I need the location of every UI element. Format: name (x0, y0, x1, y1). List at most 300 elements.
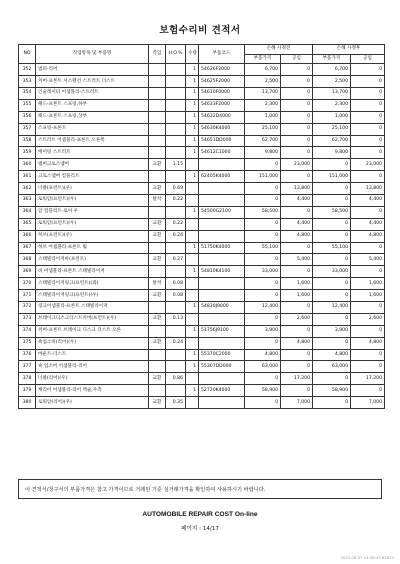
row-no: 362 (19, 183, 36, 195)
table-row (19, 64, 385, 76)
row-after-price: 0 (313, 290, 351, 302)
row-work (149, 385, 166, 397)
row-ho (166, 123, 186, 135)
row-before-labor: 0 (281, 135, 313, 147)
row-after-price: 12,400 (313, 302, 351, 314)
row-after-price: 0 (313, 373, 351, 385)
row-item: 바 어셈블리-프론트 스태빌라이저 (36, 266, 149, 278)
table-row (19, 242, 385, 254)
row-after-price: 33,000 (313, 266, 351, 278)
row-after-price: 58,500 (313, 206, 351, 218)
table-row (19, 397, 385, 409)
row-item: 암 컴플리트-로어 우 (36, 206, 149, 218)
row-ho (166, 99, 186, 111)
row-before-price: 0 (245, 218, 281, 230)
row-qty (186, 183, 199, 195)
row-ho: 0.35 (166, 397, 186, 409)
table-row (19, 206, 385, 218)
row-no: 377 (19, 361, 36, 373)
row-no: 368 (19, 254, 36, 266)
row-before-labor: 0 (281, 361, 313, 373)
row-after-price: 0 (313, 194, 351, 206)
row-work (149, 325, 166, 337)
table-row (19, 385, 385, 397)
table-row (19, 159, 385, 171)
row-partno (199, 230, 245, 242)
row-qty: 1 (186, 171, 199, 183)
row-before-labor: 0 (281, 349, 313, 361)
row-work: 교환 (149, 230, 166, 242)
col-item-header: 작업항목 및 부품명 (36, 45, 149, 64)
row-no: 380 (19, 397, 36, 409)
table-row (19, 147, 385, 159)
row-no: 378 (19, 373, 36, 385)
row-after-labor: 5,400 (351, 254, 385, 266)
row-item: 허브(프런트)(우) (36, 230, 149, 242)
row-ho (166, 206, 186, 218)
row-after-price: 151,000 (313, 171, 351, 183)
row-after-labor: 23,000 (351, 159, 385, 171)
after-price-header: 부품가격 (313, 54, 351, 64)
row-partno: 54632D4000 (199, 111, 245, 123)
header-row-1 (19, 45, 385, 55)
row-no: 357 (19, 123, 36, 135)
row-partno: 54651DD000 (199, 135, 245, 147)
row-after-price: 0 (313, 397, 351, 409)
row-after-price: 0 (313, 183, 351, 195)
row-no: 369 (19, 266, 36, 278)
row-work: 교환 (149, 397, 166, 409)
row-ho: 1.15 (166, 159, 186, 171)
row-after-price: 0 (313, 218, 351, 230)
table-row (19, 302, 385, 314)
row-work (149, 147, 166, 159)
after-labor-header: 공임 (351, 54, 385, 64)
table-row (19, 171, 385, 183)
row-before-price: 0 (245, 254, 281, 266)
row-no: 371 (19, 290, 36, 302)
row-work: 교환 (149, 290, 166, 302)
row-before-price: 0 (245, 183, 281, 195)
row-after-labor: 7,000 (351, 397, 385, 409)
row-partno: 54810K4100 (199, 266, 245, 278)
row-work: 교환 (149, 159, 166, 171)
row-ho (166, 171, 186, 183)
row-work (149, 76, 166, 88)
row-qty (186, 397, 199, 409)
row-qty: 1 (186, 325, 199, 337)
row-after-price: 0 (313, 337, 351, 349)
row-work (149, 361, 166, 373)
row-work: 교환 (149, 183, 166, 195)
row-partno: 54610F0000 (199, 87, 245, 99)
row-partno (199, 397, 245, 409)
row-partno (199, 290, 245, 302)
row-ho (166, 135, 186, 147)
row-partno: 51750K4000 (199, 242, 245, 254)
page-number: 페이지 : 14/17 (181, 526, 219, 532)
print-stamp: 2025-08-07 14:28:43 82874 (340, 555, 394, 560)
row-no: 353 (19, 76, 36, 88)
row-after-labor: 0 (351, 99, 385, 111)
row-after-price: 3,900 (313, 325, 351, 337)
row-work (149, 266, 166, 278)
row-item: 패드-프론트 스프링,하부 (36, 99, 149, 111)
row-partno: 55307DD000 (199, 361, 245, 373)
row-before-price: 1,000 (245, 111, 281, 123)
row-no: 354 (19, 87, 36, 99)
row-after-price: 0 (313, 278, 351, 290)
row-after-labor: 4,400 (351, 194, 385, 206)
row-item: 스태빌라이저링크(프런트)(우) (36, 290, 149, 302)
row-before-price: 2,300 (245, 99, 281, 111)
table-row (19, 325, 385, 337)
row-ho: 0.24 (166, 230, 186, 242)
row-after-price: 62,700 (313, 135, 351, 147)
before-assessment-header: 손해 사정전 (245, 45, 313, 55)
row-item: 캐리어 어셈블리-리어 액슬,우측 (36, 385, 149, 397)
row-after-labor: 0 (351, 325, 385, 337)
row-before-price: 0 (245, 230, 281, 242)
row-before-price: 0 (245, 397, 281, 409)
row-item: 쇽 업소버 어셈블리-리어 (36, 361, 149, 373)
row-no: 379 (19, 385, 36, 397)
row-ho (166, 325, 186, 337)
row-before-labor: 13,800 (281, 183, 313, 195)
row-ho (166, 302, 186, 314)
row-ho (166, 76, 186, 88)
row-after-labor: 0 (351, 302, 385, 314)
row-qty: 1 (186, 99, 199, 111)
row-before-labor: 2,600 (281, 313, 313, 325)
row-after-price: 2,300 (313, 99, 351, 111)
row-partno (199, 194, 245, 206)
row-work: 교환 (149, 218, 166, 230)
table-row (19, 135, 385, 147)
row-qty: 1 (186, 302, 199, 314)
row-work: 교환 (149, 254, 166, 266)
row-partno: 54633F2000 (199, 99, 245, 111)
row-work (149, 206, 166, 218)
row-work (149, 64, 166, 76)
row-work: 탈착 (149, 194, 166, 206)
row-before-price: 0 (245, 373, 281, 385)
row-qty: 1 (186, 135, 199, 147)
row-work: 탈착 (149, 278, 166, 290)
row-after-labor: 0 (351, 76, 385, 88)
row-after-price: 2,500 (313, 76, 351, 88)
row-after-labor: 0 (351, 135, 385, 147)
row-before-labor: 23,000 (281, 159, 313, 171)
row-item: 스트러트 어셈블리-프론트 오른쪽 (36, 135, 149, 147)
row-before-price: 2,500 (245, 76, 281, 88)
row-no: 374 (19, 325, 36, 337)
row-qty (186, 218, 199, 230)
row-before-price: 0 (245, 194, 281, 206)
row-item: 너클(리어)(우) (36, 373, 149, 385)
row-after-price: 58,900 (313, 385, 351, 397)
row-item: 브레이크디스크더스트커버(프런트)(우) (36, 313, 149, 325)
row-after-labor: 0 (351, 206, 385, 218)
row-partno: 52720K4000 (199, 385, 245, 397)
row-no: 356 (19, 111, 36, 123)
table-row (19, 361, 385, 373)
row-partno (199, 218, 245, 230)
row-qty: 1 (186, 111, 199, 123)
row-ho: 0.08 (166, 290, 186, 302)
row-before-labor: 4,400 (281, 194, 313, 206)
before-labor-header: 공임 (281, 54, 313, 64)
row-qty: 1 (186, 64, 199, 76)
row-after-price: 0 (313, 313, 351, 325)
row-qty: 1 (186, 266, 199, 278)
row-qty (186, 278, 199, 290)
row-ho: 0.27 (166, 254, 186, 266)
col-work-header: 작업 (149, 45, 166, 64)
col-no-header: NO (19, 45, 36, 64)
row-no: 373 (19, 313, 36, 325)
row-partno (199, 159, 245, 171)
row-item: 커버-프론트 브레이크 디스크 더스트 오른 (36, 325, 149, 337)
row-partno (199, 278, 245, 290)
table-row (19, 218, 385, 230)
table-row (19, 194, 385, 206)
row-item: 인슐레이터 어셈블리-스트러트 (36, 87, 149, 99)
row-ho: 0.69 (166, 183, 186, 195)
row-after-price: 0 (313, 230, 351, 242)
row-after-labor: 1,600 (351, 290, 385, 302)
row-before-labor: 0 (281, 242, 313, 254)
row-before-price: 62,700 (245, 135, 281, 147)
row-before-price: 63,000 (245, 361, 281, 373)
row-after-price: 6,700 (313, 64, 351, 76)
table-row (19, 373, 385, 385)
row-before-price: 0 (245, 313, 281, 325)
row-item: 스태빌라이저링크(프런트)(좌) (36, 278, 149, 290)
row-after-price: 25,100 (313, 123, 351, 135)
row-before-price: 58,900 (245, 385, 281, 397)
row-item: 로워암(프런트)(우) (36, 194, 149, 206)
row-before-price: 6,700 (245, 64, 281, 76)
table-row (19, 349, 385, 361)
table-row (19, 313, 385, 325)
row-before-price: 4,800 (245, 349, 281, 361)
footer-title: AUTOMOBILE REPAIR COST On-line (142, 511, 258, 518)
row-partno (199, 313, 245, 325)
col-partno-header: 부품코드 (199, 45, 245, 64)
table-row (19, 337, 385, 349)
row-no: 361 (19, 171, 36, 183)
row-before-labor: 0 (281, 99, 313, 111)
row-no: 364 (19, 206, 36, 218)
row-before-labor: 4,400 (281, 218, 313, 230)
row-ho: 0.86 (166, 373, 186, 385)
row-after-labor: 0 (351, 64, 385, 76)
row-before-labor: 0 (281, 147, 313, 159)
row-qty (186, 254, 199, 266)
row-before-labor: 0 (281, 87, 313, 99)
row-before-price: 9,800 (245, 147, 281, 159)
row-ho: 0.22 (166, 218, 186, 230)
row-partno: 54612C1000 (199, 147, 245, 159)
row-qty: 1 (186, 206, 199, 218)
row-item: 링크어셈블리-프론트 스태빌라이저 (36, 302, 149, 314)
row-ho (166, 87, 186, 99)
col-qty-header: 수량 (186, 45, 199, 64)
after-assessment-header: 손해 사정후 (313, 45, 385, 55)
row-work (149, 171, 166, 183)
row-before-price: 0 (245, 290, 281, 302)
row-before-labor: 0 (281, 111, 313, 123)
row-no: 366 (19, 230, 36, 242)
row-before-labor: 0 (281, 325, 313, 337)
row-qty (186, 194, 199, 206)
row-partno (199, 254, 245, 266)
row-after-labor: 0 (351, 385, 385, 397)
row-after-labor: 0 (351, 171, 385, 183)
row-no: 365 (19, 218, 36, 230)
row-after-price: 13,700 (313, 87, 351, 99)
before-price-header: 부품가격 (245, 54, 281, 64)
row-item: 크로스멤버 컴플리트 (36, 171, 149, 183)
table-row (19, 123, 385, 135)
row-item: 허브 어셈블리-프론트 휠 (36, 242, 149, 254)
row-item: 로워암(리어)(우) (36, 397, 149, 409)
row-item: 스프링-프론트 (36, 123, 149, 135)
table-row (19, 183, 385, 195)
row-no: 360 (19, 159, 36, 171)
row-before-price: 58,500 (245, 206, 281, 218)
row-before-price: 151,000 (245, 171, 281, 183)
row-qty: 1 (186, 123, 199, 135)
row-no: 376 (19, 349, 36, 361)
row-no: 367 (19, 242, 36, 254)
row-ho (166, 266, 186, 278)
row-work: 교환 (149, 373, 166, 385)
row-before-price: 3,900 (245, 325, 281, 337)
row-qty (186, 373, 199, 385)
table-row (19, 87, 385, 99)
row-work (149, 123, 166, 135)
row-after-price: 55,100 (313, 242, 351, 254)
table-row (19, 290, 385, 302)
row-after-price: 63,000 (313, 361, 351, 373)
row-before-price: 55,100 (245, 242, 281, 254)
row-before-labor: 17,200 (281, 373, 313, 385)
row-qty (186, 290, 199, 302)
row-before-price: 25,100 (245, 123, 281, 135)
row-partno (199, 337, 245, 349)
row-after-labor: 4,800 (351, 230, 385, 242)
row-partno: 54626F2000 (199, 64, 245, 76)
row-after-labor: 0 (351, 242, 385, 254)
table-row (19, 278, 385, 290)
row-after-labor: 1,600 (351, 278, 385, 290)
row-after-labor: 0 (351, 361, 385, 373)
table-row (19, 99, 385, 111)
row-work (149, 99, 166, 111)
row-ho (166, 64, 186, 76)
row-after-labor: 2,600 (351, 313, 385, 325)
row-ho: 0.08 (166, 278, 186, 290)
col-ho-header: H.O.% (166, 45, 186, 64)
row-work (149, 87, 166, 99)
row-partno: 51756J9100 (199, 325, 245, 337)
row-work: 교환 (149, 337, 166, 349)
row-no: 375 (19, 337, 36, 349)
row-qty: 1 (186, 385, 199, 397)
row-ho (166, 242, 186, 254)
row-work (149, 349, 166, 361)
row-qty: 1 (186, 147, 199, 159)
table-row (19, 266, 385, 278)
row-partno: 54500G2100 (199, 206, 245, 218)
row-ho (166, 111, 186, 123)
table-row (19, 254, 385, 266)
row-after-labor: 0 (351, 147, 385, 159)
row-partno: 55370C2000 (199, 349, 245, 361)
row-before-labor: 0 (281, 302, 313, 314)
row-ho: 0.22 (166, 194, 186, 206)
disclaimer-note: 이 견적서/청구서의 부품가격은 참고 가격이므로 거래된 기준 실거래가격을 확인하여 사용하시기 바랍니다. (18, 479, 382, 499)
row-after-labor: 0 (351, 266, 385, 278)
row-work (149, 135, 166, 147)
row-after-price: 0 (313, 254, 351, 266)
row-after-labor: 13,800 (351, 183, 385, 195)
row-partno: 54630K4000 (199, 123, 245, 135)
row-before-price: 12,400 (245, 302, 281, 314)
row-item: 패드-프론트 스프링,상부 (36, 111, 149, 123)
row-no: 358 (19, 135, 36, 147)
row-after-labor: 4,800 (351, 337, 385, 349)
estimate-table (18, 44, 385, 409)
row-partno: 54625F2000 (199, 76, 245, 88)
row-ho: 0.13 (166, 313, 186, 325)
row-item: 범퍼-리어 (36, 64, 149, 76)
row-item: 커버-프론트 서스펜션 스트러트 더스트 (36, 76, 149, 88)
row-before-labor: 0 (281, 123, 313, 135)
row-item: 쇽업소바(리어)(우) (36, 337, 149, 349)
row-no: 352 (19, 64, 36, 76)
row-before-labor: 1,600 (281, 278, 313, 290)
row-item: 스태빌라이저바(프런트) (36, 254, 149, 266)
row-before-labor: 7,000 (281, 397, 313, 409)
row-qty: 1 (186, 349, 199, 361)
row-before-labor: 0 (281, 76, 313, 88)
row-qty: 1 (186, 87, 199, 99)
row-after-labor: 17,200 (351, 373, 385, 385)
table-row (19, 230, 385, 242)
row-after-price: 1,000 (313, 111, 351, 123)
row-before-labor: 1,600 (281, 290, 313, 302)
row-before-labor: 0 (281, 266, 313, 278)
row-work (149, 242, 166, 254)
row-before-labor: 0 (281, 385, 313, 397)
row-qty (186, 313, 199, 325)
row-item: 로워암(프런트)(우) (36, 218, 149, 230)
table-row (19, 76, 385, 88)
table-row (19, 111, 385, 123)
row-partno: 54830J9000 (199, 302, 245, 314)
row-qty (186, 230, 199, 242)
row-before-labor: 4,800 (281, 337, 313, 349)
row-after-labor: 0 (351, 111, 385, 123)
row-after-labor: 4,400 (351, 218, 385, 230)
row-before-labor: 0 (281, 206, 313, 218)
row-no: 359 (19, 147, 36, 159)
row-item: 베어링 스트러트 (36, 147, 149, 159)
row-before-labor: 0 (281, 64, 313, 76)
